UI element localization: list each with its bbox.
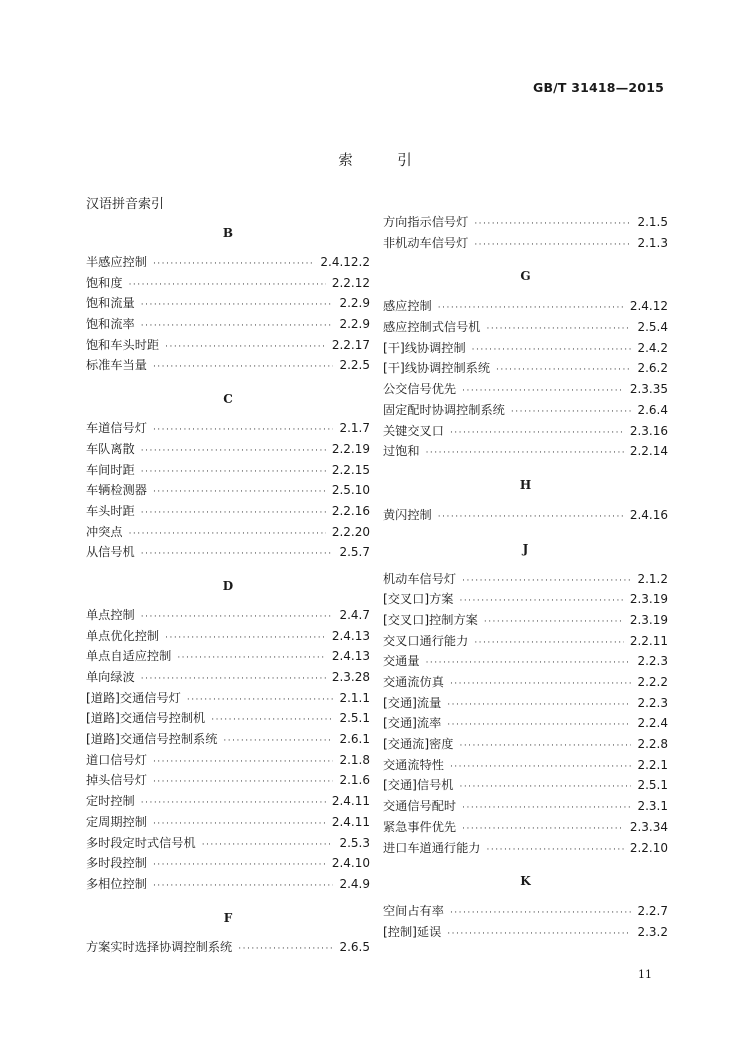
index-term: 交通信号配时 (383, 799, 457, 814)
section-letter: J (522, 541, 529, 556)
index-reference: 2.1.7 (339, 421, 370, 436)
dot-leader (129, 275, 326, 296)
index-reference: 2.2.2 (637, 675, 668, 689)
index-reference: 2.5.7 (339, 545, 370, 560)
index-term: 方案实时选择协调控制系统 (86, 939, 233, 954)
dot-leader (447, 695, 631, 716)
dot-leader (153, 254, 314, 275)
index-entry (86, 833, 370, 854)
index-reference: 2.2.11 (629, 633, 668, 648)
dot-leader (459, 591, 623, 612)
index-term: 黄闪控制 (383, 507, 432, 522)
index-term: 饱和度 (86, 275, 123, 290)
index-entry (86, 667, 370, 688)
dot-leader (141, 441, 326, 462)
index-entry (86, 293, 370, 314)
index-entry (86, 646, 370, 667)
index-term: 单点控制 (86, 607, 135, 622)
index-reference: 2.3.28 (331, 670, 370, 684)
index-reference: 2.5.3 (339, 835, 370, 850)
index-reference: 2.2.9 (339, 296, 370, 311)
index-entry (86, 252, 370, 273)
index-entry (383, 796, 668, 817)
dot-leader (496, 360, 631, 381)
section-letter: D (222, 578, 234, 593)
section-letter: F (223, 910, 233, 925)
dot-leader (462, 819, 624, 840)
index-entry (383, 922, 668, 943)
index-entry (86, 501, 370, 522)
index-term: [道路]交通信号控制系统 (86, 732, 218, 747)
index-entry (383, 755, 668, 776)
index-reference: 2.3.2 (637, 924, 668, 939)
index-term: 多时段定时式信号机 (86, 835, 196, 850)
dot-leader (462, 798, 631, 819)
index-reference: 2.4.11 (331, 794, 370, 809)
index-reference: 2.5.1 (637, 778, 668, 793)
index-entry (383, 379, 668, 400)
dot-leader (141, 295, 334, 316)
dot-leader (484, 612, 624, 633)
index-term: 交通流特性 (383, 757, 444, 772)
index-term: [交通]流率 (383, 716, 442, 731)
dot-leader (511, 402, 632, 423)
index-term: 道口信号灯 (86, 752, 147, 767)
index-term: 车道信号灯 (86, 421, 147, 436)
index-reference: 2.2.17 (331, 337, 370, 352)
index-entry (383, 233, 668, 254)
index-reference: 2.5.10 (331, 483, 370, 498)
index-term: 进口车道通行能力 (383, 840, 481, 855)
index-reference: 2.6.5 (339, 939, 370, 954)
index-term: 单点优化控制 (86, 628, 160, 643)
index-entry (86, 439, 370, 460)
dot-leader (153, 357, 334, 378)
index-term: [交叉口]方案 (383, 592, 454, 607)
index-reference: 2.3.1 (637, 799, 668, 814)
dot-leader (459, 777, 631, 798)
index-entry (383, 693, 668, 714)
index-term: [干]线协调控制系统 (383, 361, 491, 376)
dot-leader (450, 674, 632, 695)
dot-leader (438, 298, 624, 319)
index-term: 定时控制 (86, 794, 135, 809)
index-term: 关键交叉口 (383, 423, 444, 438)
index-reference: 2.2.19 (331, 441, 370, 456)
dot-leader (438, 507, 624, 528)
index-entry (383, 775, 668, 796)
dot-leader (165, 628, 326, 649)
dot-leader (153, 752, 334, 773)
index-term: 紧急事件优先 (383, 819, 457, 834)
index-entry (86, 708, 370, 729)
dot-leader (141, 462, 326, 483)
index-reference: 2.4.9 (339, 876, 370, 891)
index-term: 掉头信号灯 (86, 773, 147, 788)
index-entry (86, 874, 370, 895)
index-entry (383, 589, 668, 610)
dot-leader (450, 423, 624, 444)
index-term: 半感应控制 (86, 255, 147, 269)
index-term: [道路]交通信号灯 (86, 690, 181, 705)
index-subtitle: 汉语拼音索引 (86, 197, 165, 212)
dot-leader (472, 340, 632, 361)
index-entry (383, 400, 668, 421)
index-entry (383, 901, 668, 922)
index-term: 车间时距 (86, 462, 135, 477)
dot-leader (141, 669, 326, 690)
index-term: 固定配时协调控制系统 (383, 402, 505, 417)
index-term: [交通]信号机 (383, 778, 454, 793)
index-entry (383, 610, 668, 631)
dot-leader (211, 710, 333, 731)
index-entry (383, 838, 668, 859)
index-term: 交通流仿真 (383, 675, 444, 689)
index-term: 过饱和 (383, 444, 420, 459)
page-title: 索 引 (338, 153, 432, 169)
index-column-right (383, 212, 668, 943)
index-reference: 2.3.16 (629, 423, 668, 438)
index-reference: 2.2.9 (339, 317, 370, 332)
section-letter: G (520, 269, 531, 284)
index-term: [交通]流量 (383, 695, 442, 710)
dot-leader (238, 939, 333, 960)
dot-leader (223, 731, 333, 752)
index-term: 标准车当量 (86, 358, 147, 373)
index-reference: 2.4.13 (331, 628, 370, 643)
index-reference: 2.4.11 (331, 814, 370, 829)
index-term: [交叉口]控制方案 (383, 612, 478, 627)
index-reference: 2.5.1 (339, 711, 370, 726)
dot-leader (141, 503, 326, 524)
index-term: 交叉口通行能力 (383, 633, 469, 648)
index-term: [道路]交通信号控制机 (86, 711, 206, 726)
index-term: [交通流]密度 (383, 737, 454, 752)
index-reference: 2.4.2 (637, 340, 668, 355)
dot-leader (153, 482, 326, 503)
dot-leader (426, 653, 632, 674)
index-term: 多时段控制 (86, 856, 147, 871)
section-letter: C (223, 392, 233, 407)
index-term: 多相位控制 (86, 876, 147, 891)
index-term: 饱和流率 (86, 317, 135, 332)
index-entry (383, 358, 668, 379)
dot-leader (165, 337, 326, 358)
index-term: [控制]延误 (383, 924, 442, 939)
index-term: 车辆检测器 (86, 483, 147, 498)
index-reference: 2.4.16 (629, 507, 668, 522)
dot-leader (447, 924, 631, 945)
index-reference: 2.2.16 (331, 503, 370, 518)
dot-leader (153, 814, 326, 835)
index-reference: 2.3.19 (629, 592, 668, 607)
dot-leader (129, 524, 326, 545)
section-letter: B (222, 226, 234, 240)
index-entry (86, 480, 370, 501)
index-reference: 2.2.1 (637, 757, 668, 772)
index-entry (86, 626, 370, 647)
index-entry (383, 651, 668, 672)
index-entry (86, 335, 370, 356)
index-term: 空间占有率 (383, 904, 444, 919)
index-term: 冲突点 (86, 524, 123, 539)
index-reference: 2.4.13 (331, 649, 370, 664)
dot-leader (459, 736, 631, 757)
index-reference: 2.1.1 (339, 690, 370, 705)
dot-leader (474, 633, 624, 654)
index-entry (86, 273, 370, 294)
index-reference: 2.3.19 (629, 612, 668, 627)
index-reference: 2.2.20 (331, 524, 370, 539)
index-reference: 2.3.34 (629, 819, 668, 834)
index-reference: 2.3.35 (629, 382, 668, 397)
dot-leader (153, 876, 334, 897)
index-term: 方向指示信号灯 (383, 215, 469, 229)
index-term: 非机动车信号灯 (383, 235, 469, 250)
index-entry (383, 421, 668, 442)
page-number: 11 (638, 968, 652, 981)
standard-number: GB/T 31418—2015 (532, 80, 664, 95)
index-term: 交通量 (383, 654, 420, 669)
dot-leader (447, 715, 631, 736)
index-entry (86, 688, 370, 709)
dot-leader (487, 319, 632, 340)
index-entry (86, 729, 370, 750)
index-reference: 2.1.2 (637, 571, 668, 586)
index-column-left (86, 222, 370, 957)
index-entry (86, 605, 370, 626)
dot-leader (462, 571, 631, 592)
dot-leader (153, 420, 334, 441)
index-entry (383, 338, 668, 359)
index-entry (86, 812, 370, 833)
dot-leader (141, 607, 334, 628)
dot-leader (141, 793, 326, 814)
index-reference: 2.2.4 (637, 716, 668, 731)
index-entry (383, 569, 668, 590)
index-reference: 2.1.8 (339, 752, 370, 767)
index-entry (383, 734, 668, 755)
index-reference: 2.1.3 (637, 235, 668, 250)
index-reference: 2.6.4 (637, 402, 668, 417)
index-reference: 2.6.2 (637, 361, 668, 376)
dot-leader (141, 316, 334, 337)
index-entry (383, 296, 668, 317)
dot-leader (474, 214, 631, 235)
index-term: 单点自适应控制 (86, 649, 172, 664)
dot-leader (450, 757, 632, 778)
dot-leader (153, 772, 334, 793)
index-reference: 2.2.8 (637, 737, 668, 752)
index-reference: 2.2.14 (629, 444, 668, 459)
index-entry (383, 212, 668, 233)
index-entry (86, 770, 370, 791)
index-entry (383, 672, 668, 693)
dot-leader (426, 443, 624, 464)
index-entry (86, 314, 370, 335)
index-term: 单向绿波 (86, 670, 135, 684)
index-term: 车头时距 (86, 503, 135, 518)
index-term: 机动车信号灯 (383, 571, 457, 586)
index-entry (86, 853, 370, 874)
section-letter: H (519, 477, 532, 492)
dot-leader (187, 690, 334, 711)
index-entry (86, 355, 370, 376)
index-reference: 2.2.5 (339, 358, 370, 373)
index-reference: 2.1.5 (637, 215, 668, 229)
index-entry (383, 817, 668, 838)
index-reference: 2.4.10 (331, 856, 370, 871)
index-term: 车队离散 (86, 441, 135, 456)
index-term: 公交信号优先 (383, 382, 457, 397)
index-reference: 2.4.12 (629, 299, 668, 314)
dot-leader (474, 235, 631, 256)
index-term: 感应控制 (383, 299, 432, 314)
dot-leader (141, 544, 334, 565)
index-entry (383, 713, 668, 734)
index-entry (86, 522, 370, 543)
index-entry (86, 750, 370, 771)
index-reference: 2.4.12.2 (320, 255, 370, 269)
index-entry (383, 441, 668, 462)
index-reference: 2.2.3 (637, 654, 668, 669)
dot-leader (462, 381, 624, 402)
index-reference: 2.2.10 (629, 840, 668, 855)
section-letter: K (520, 874, 531, 889)
index-term: 饱和流量 (86, 296, 135, 311)
index-term: 饱和车头时距 (86, 337, 160, 352)
index-entry (86, 937, 370, 958)
index-entry (86, 542, 370, 563)
index-entry (86, 418, 370, 439)
index-term: 从信号机 (86, 545, 135, 560)
index-reference: 2.2.15 (331, 462, 370, 477)
index-term: 感应控制式信号机 (383, 320, 481, 335)
index-reference: 2.5.4 (637, 320, 668, 335)
index-entry (86, 791, 370, 812)
index-reference: 2.2.7 (637, 904, 668, 919)
index-term: [干]线协调控制 (383, 340, 466, 355)
index-entry (383, 631, 668, 652)
dot-leader (487, 840, 624, 861)
index-reference: 2.6.1 (339, 732, 370, 747)
dot-leader (153, 855, 326, 876)
index-reference: 2.1.6 (339, 773, 370, 788)
index-reference: 2.4.7 (339, 607, 370, 622)
index-entry (383, 317, 668, 338)
dot-leader (450, 903, 632, 924)
index-term: 定周期控制 (86, 814, 147, 829)
dot-leader (202, 835, 334, 856)
index-reference: 2.2.3 (637, 695, 668, 710)
index-entry (86, 460, 370, 481)
index-reference: 2.2.12 (331, 275, 370, 290)
index-entry (383, 505, 668, 526)
dot-leader (177, 648, 326, 669)
